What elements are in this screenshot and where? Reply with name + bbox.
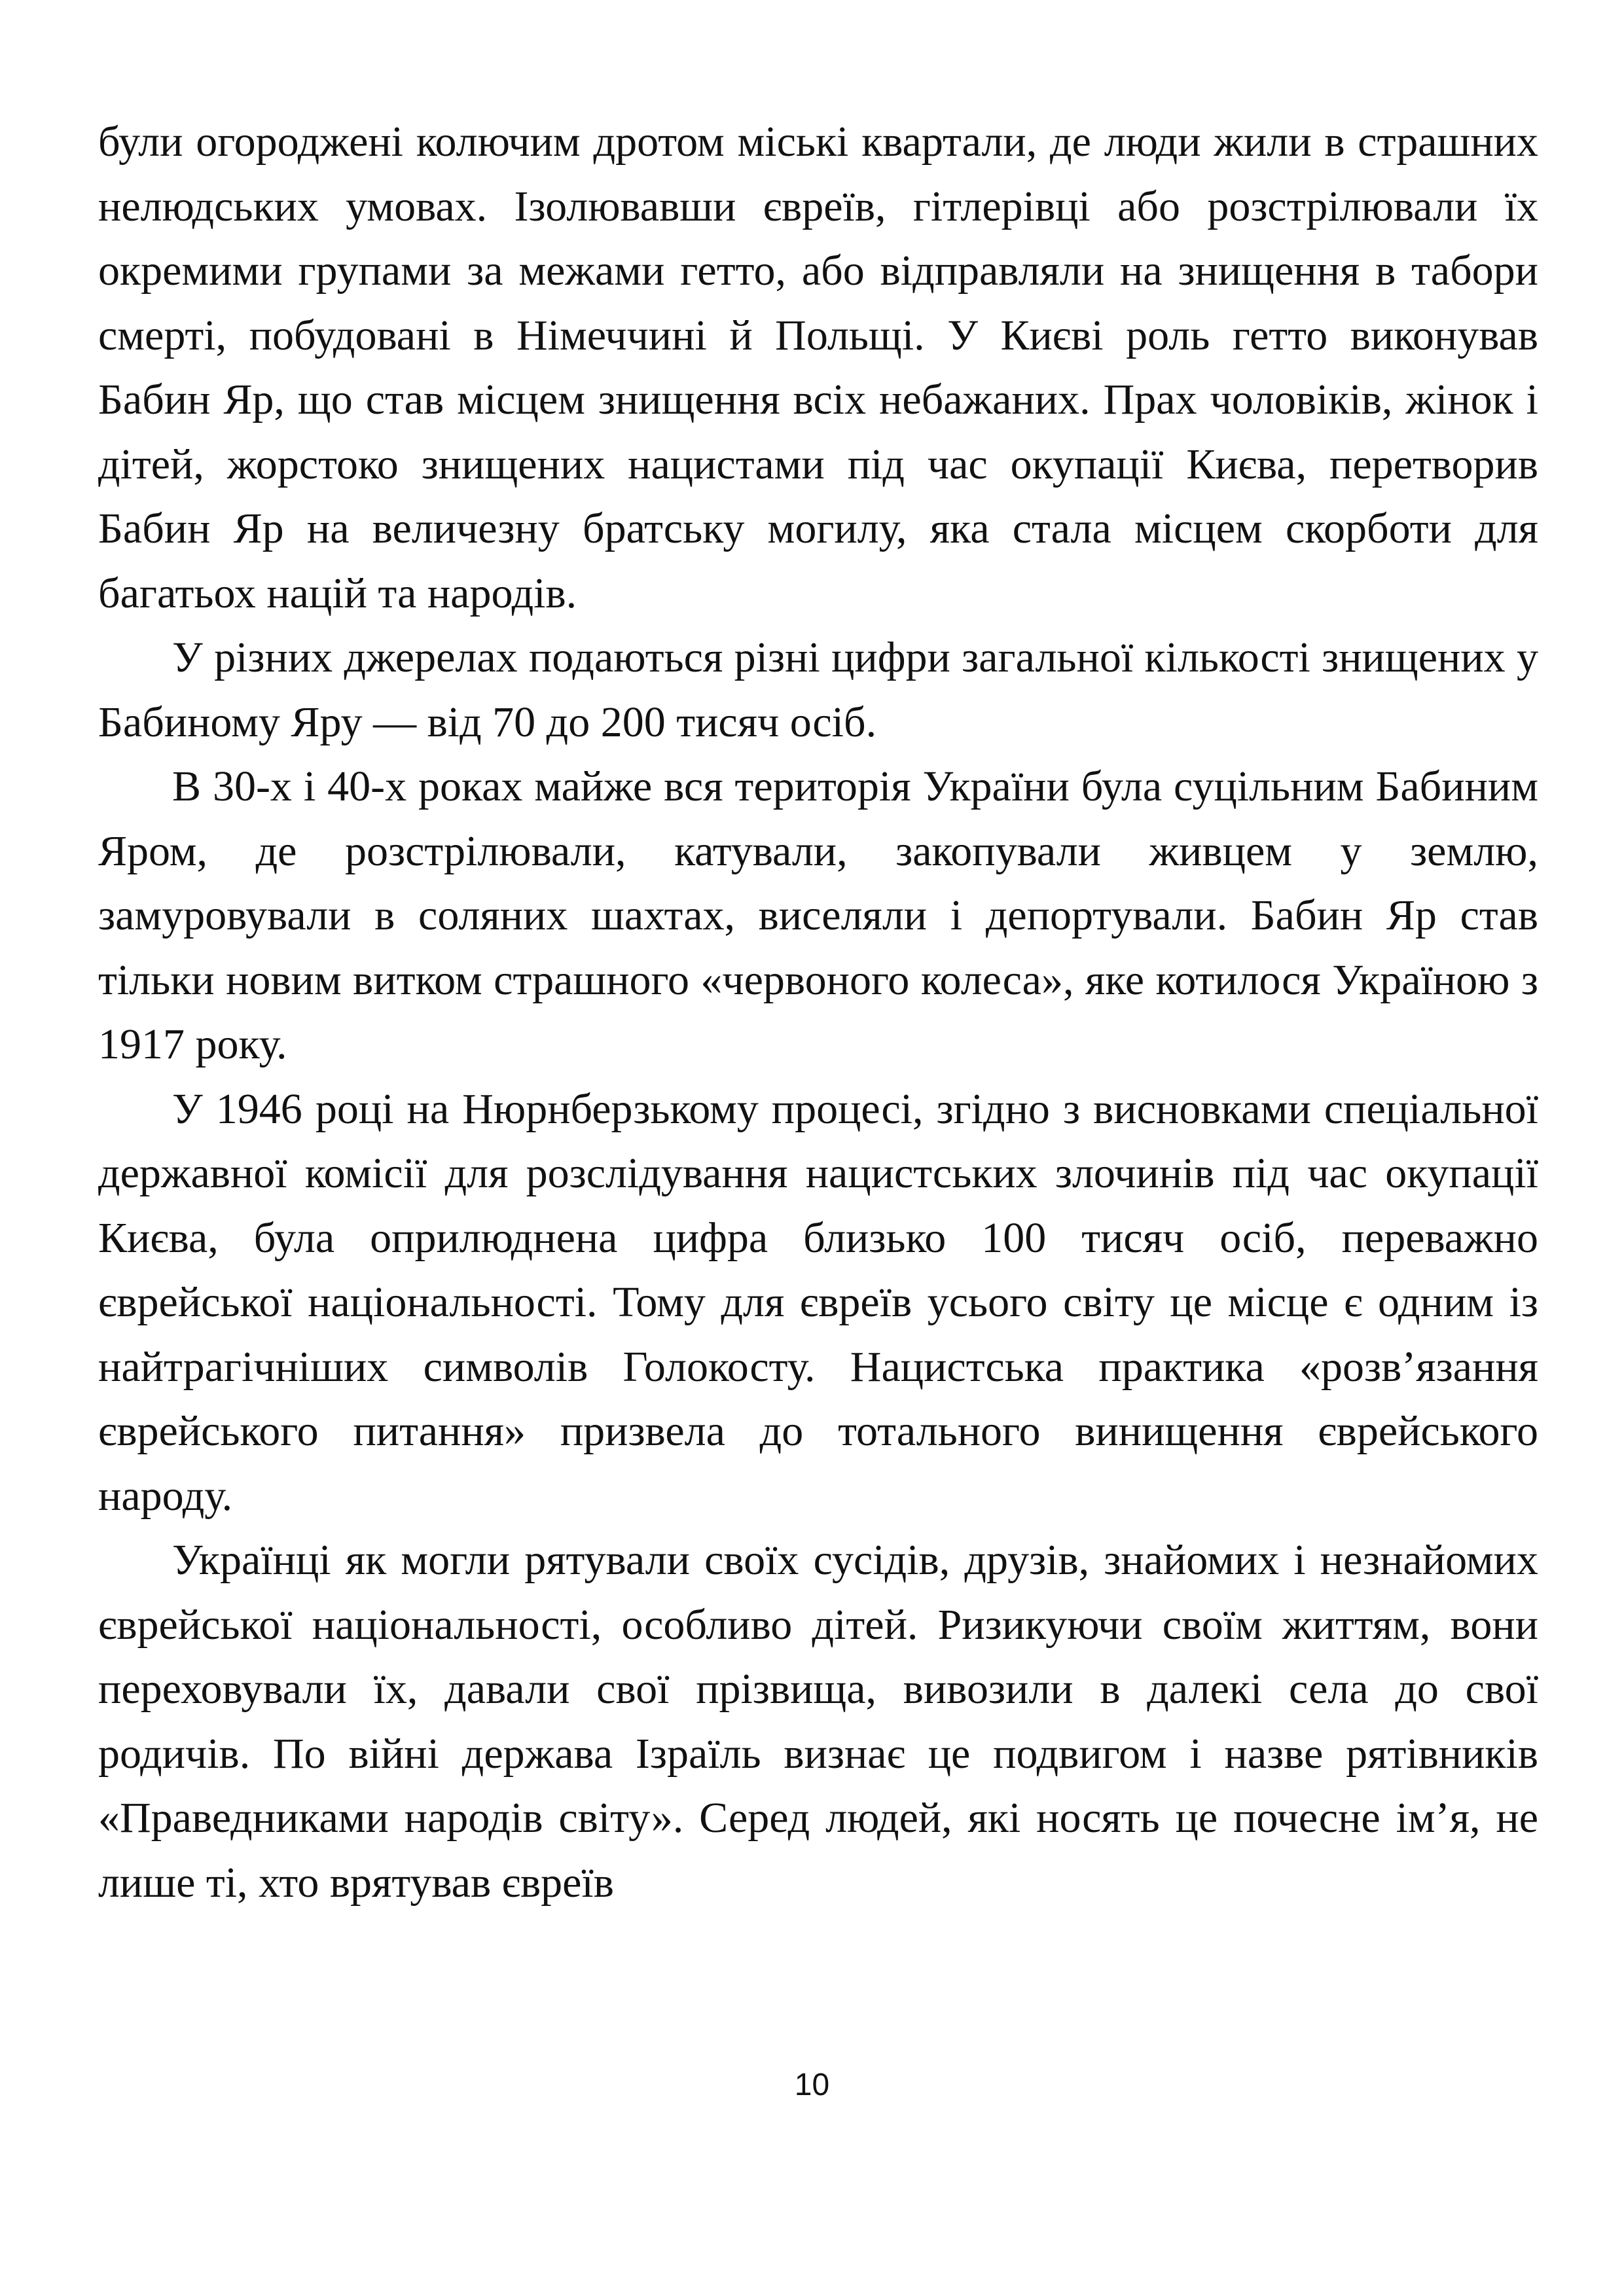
paragraph-3: В 30-х і 40-х роках майже вся територія України була суцільним Бабиним Яром, де розстрілювали, катували, закопували живцем у землю, замуровували в соляних шахтах, виселяли і депортували. Бабин Яр став тільки новим витком страшного «червоного колеса», яке котилося Україною з 1917 року.: [98, 762, 1538, 1068]
paragraph-1: були огороджені колючим дротом міські квартали, де люди жили в страшних нелюдських умовах. Ізолювавши євреїв, гітлерівці або розстрілювали їх окремими групами за межами гетто, або відправляли на знищення в табори смерті, побудовані в Німеччині й Польщі. У Києві роль гетто виконував Бабин Яр, що став місцем знищення всіх небажаних. Прах чоловіків, жінок і дітей, жорстоко знищених нацистами під час окупації Києва, перетворив Бабин Яр на величезну братську могилу, яка стала місцем скорботи для багатьох націй та народів.: [98, 118, 1538, 617]
paragraph-4: У 1946 році на Нюрнберзькому процесі, згідно з висновками спеціальної державної комісії для розслідування нацистських злочинів під час окупації Києва, була оприлюднена цифра близько 100 тисяч осіб, переважно єврейської національності. Тому для євреїв усього світу це місце є одним із найтрагічніших символів Голокосту. Нацистська практика «розв’язання єврейського питання» призвела до тотального винищення єврейського народу.: [98, 1085, 1538, 1520]
paragraph-2: У різних джерелах подаються різні цифри загальної кількості знищених у Бабиному Яру — від 70 до 200 тисяч осіб.: [98, 634, 1538, 746]
page-number: 10: [794, 2068, 830, 2102]
paragraph-5: Українці як могли рятували своїх сусідів, друзів, знайомих і незнайомих єврейської національності, особливо дітей. Ризикуючи своїм життям, вони переховували їх, давали свої прізвища, вивозили в далекі села до свої родичів. По війні держава Ізраїль визнає це подвигом і назве рятівників «Праведниками народів світу». Серед людей, які носять це почесне ім’я, не лише ті, хто врятував євреїв: [98, 1536, 1538, 1907]
body-text: [98, 110, 1538, 1915]
